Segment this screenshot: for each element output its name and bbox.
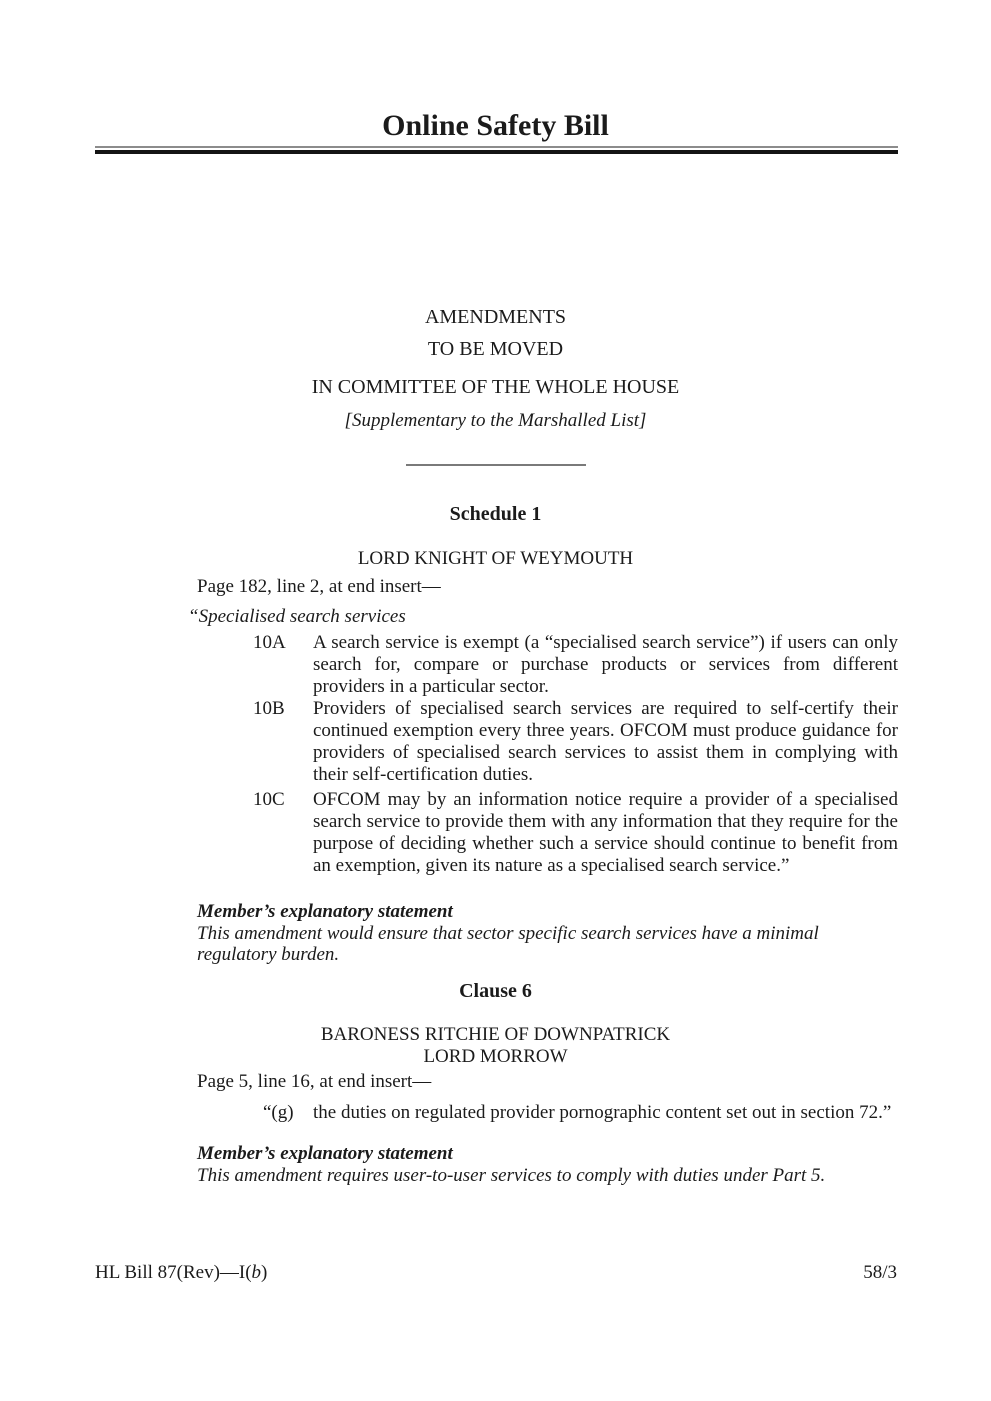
- explanatory-statement-heading: Member’s explanatory statement: [197, 1143, 453, 1164]
- paragraph-number: 10C: [253, 789, 285, 810]
- amendment-body: [188, 576, 898, 965]
- paragraph-text: Providers of specialised search services are required to self-certify their continued exemption every three years. OFCOM must produce guidance for providers of specialised search services to assist them in complying with their self-certification duties.: [313, 698, 898, 785]
- paragraph-text: OFCOM may by an information notice require a provider of a specialised search service to provide them with any information that they require for the purpose of deciding whether such a service should continue to benefit from an exemption, given its nature as a specialised search service.”: [313, 789, 898, 876]
- explanatory-statement-text: This amendment requires user-to-user services to comply with duties under Part 5.: [197, 1165, 826, 1186]
- bill-reference-suffix: ): [261, 1262, 268, 1283]
- explanatory-statement-heading: Member’s explanatory statement: [197, 901, 453, 922]
- section-divider-rule: [406, 464, 586, 466]
- bill-reference: [95, 1262, 267, 1284]
- committee-heading: IN COMMITTEE OF THE WHOLE HOUSE: [311, 376, 680, 398]
- mover-names: [0, 1024, 991, 1068]
- front-matter: [0, 307, 991, 432]
- amendment-paragraph-g: [197, 1102, 898, 1124]
- sheet-number: 58/3: [863, 1262, 897, 1283]
- paragraph-number: “(g): [263, 1102, 294, 1123]
- amendment-paragraph-10B: [197, 698, 898, 786]
- page-footer: [95, 1262, 897, 1284]
- amendment-instruction: Page 182, line 2, at end insert—: [197, 576, 441, 597]
- mover-name: BARONESS RITCHIE OF DOWNPATRICK: [320, 1024, 671, 1045]
- to-be-moved-heading: TO BE MOVED: [427, 338, 564, 360]
- amendment-paragraph-10C: [197, 789, 898, 877]
- paragraph-text: A search service is exempt (a “specialised search service”) if users can only search for, compare or purchase products or services from different providers in a particular sector.: [313, 632, 898, 697]
- amendment-instruction: Page 5, line 16, at end insert—: [197, 1071, 432, 1092]
- amendment-paragraph-10A: [197, 632, 898, 698]
- amendments-heading: AMENDMENTS: [424, 306, 567, 328]
- amendment-section-clause-6: [0, 980, 991, 1186]
- paragraph-text: the duties on regulated provider pornographic content set out in section 72.”: [313, 1102, 892, 1123]
- paragraph-number: 10B: [253, 698, 285, 719]
- marshalled-list-subtitle: [Supplementary to the Marshalled List]: [344, 410, 647, 431]
- mover-name: LORD MORROW: [423, 1046, 568, 1067]
- title-rule-thin-line: [95, 146, 898, 148]
- amendment-section-schedule-1: [0, 503, 991, 965]
- clause-heading: Clause 6: [459, 980, 532, 1002]
- mover-names: [0, 548, 991, 570]
- bill-reference-italic: b: [251, 1262, 262, 1283]
- title-rule: [95, 146, 898, 154]
- schedule-heading: Schedule 1: [449, 503, 542, 525]
- page-title: Online Safety Bill: [382, 109, 609, 142]
- title-rule-thick-line: [95, 150, 898, 154]
- explanatory-statement-text: This amendment would ensure that sector specific search services have a minimal regulatory burden.: [197, 923, 819, 965]
- inserted-italic-heading: “Specialised search services: [188, 606, 406, 627]
- amendment-body: [197, 1071, 898, 1186]
- paragraph-number: 10A: [253, 632, 286, 653]
- mover-name: LORD KNIGHT OF WEYMOUTH: [357, 548, 634, 569]
- bill-reference-prefix: HL Bill 87(Rev)—I(: [95, 1262, 252, 1283]
